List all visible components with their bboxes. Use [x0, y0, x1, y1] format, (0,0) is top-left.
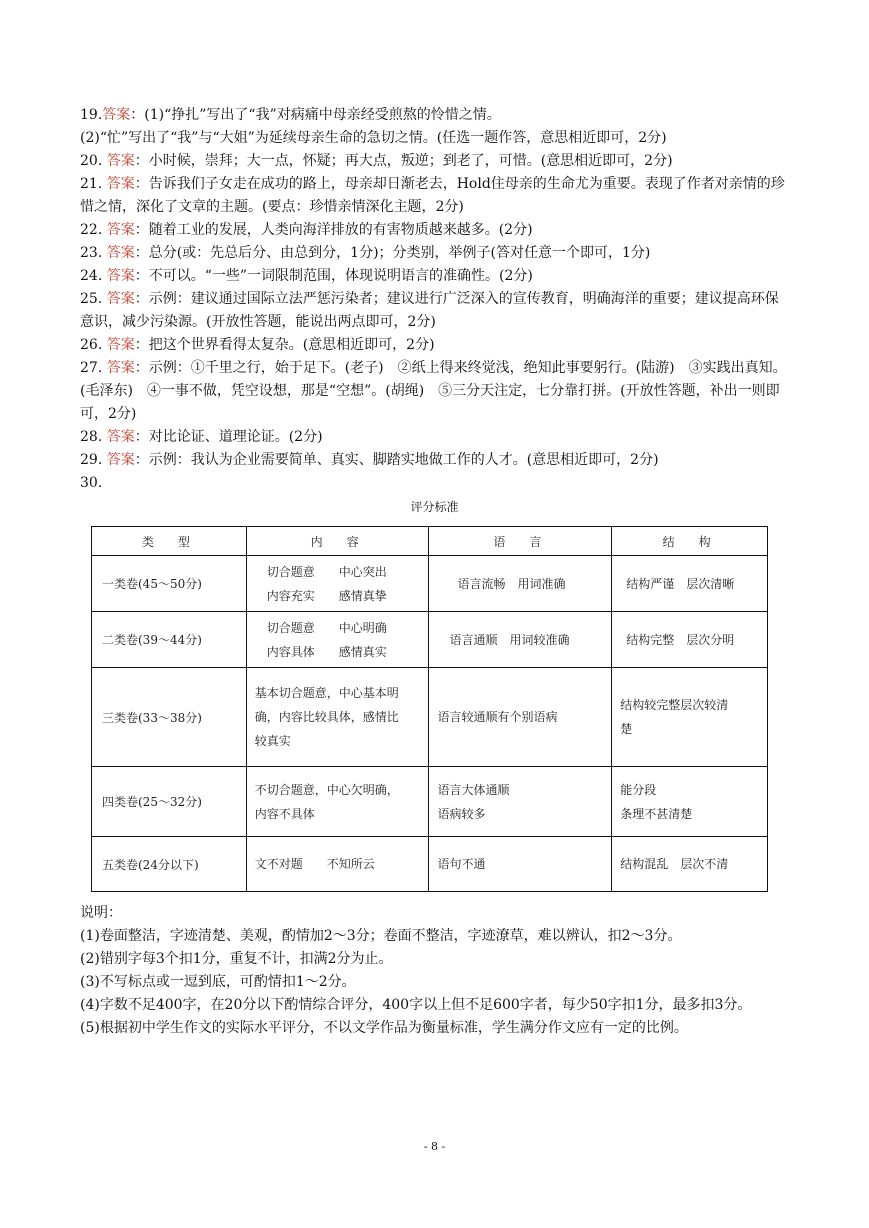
answer-24: 24. 答案：不可以。“一些”一词限制范围，体现说明语言的准确性。(2分) [80, 268, 533, 284]
table-row [92, 612, 768, 668]
row-structure: 结构完整 层次分明 [612, 612, 768, 668]
row-content: 切合题意 中心明确 内容具体 感情真实 [246, 612, 429, 668]
row-content: 基本切合题意，中心基本明 确，内容比较具体，感情比 较真实 [246, 668, 429, 767]
answer-25: 25. 答案：示例：建议通过国际立法严惩污染者；建议进行广泛深入的宣传教育，明确海洋的重要；建议提高环保意识，减少污染源。(开放性答题，能说出两点即可，2分) [80, 291, 779, 330]
answer-27: 27. 答案：示例：①千里之行，始于足下。(老子) ②纸上得来终觉浅，绝知此事要躬行。(陆游) ③实践出真知。(毛泽东) ④一事不做，凭空设想，那是“空想”。(胡绳) ⑤三分天注定，七分靠打拼。(开放性答题，补出一则即可，2分) [80, 360, 787, 422]
answer-23: 23. 答案：总分(或：先总后分、由总到分，1分)；分类别，举例子(答对任意一个即可，1分) [80, 245, 651, 261]
table-header-row [92, 527, 768, 556]
answer-30: 30. [80, 475, 103, 491]
table-row [92, 556, 768, 612]
note-item: (2)错别字每3个扣1分，重复不计，扣满2分为止。 [80, 951, 393, 967]
row-type: 二类卷(39～44分) [92, 612, 247, 668]
row-type: 五类卷(24分以下) [92, 837, 247, 892]
row-structure: 结构严谨 层次清晰 [612, 556, 768, 612]
row-content: 不切合题意，中心欠明确， 内容不具体 [246, 767, 429, 837]
answer-26: 26. 答案：把这个世界看得太复杂。(意思相近即可，2分) [80, 337, 435, 353]
header-type: 类 型 [92, 527, 247, 556]
row-structure: 结构较完整层次较清 楚 [612, 668, 768, 767]
row-structure: 能分段 条理不甚清楚 [612, 767, 768, 837]
answer-19: 19.答案：(1)“挣扎”写出了“我”对病痛中母亲经受煎熬的怜惜之情。 [80, 107, 501, 123]
answer-21: 21. 答案：告诉我们子女走在成功的路上，母亲却日渐老去，Hold住母亲的生命尤为重要。表现了作者对亲情的珍惜之情，深化了文章的主题。(要点：珍惜亲情深化主题，2分) [80, 176, 785, 215]
scoring-table [91, 526, 768, 892]
table-row [92, 837, 768, 892]
notes-section [80, 902, 792, 1040]
table-title: 评分标准 [410, 500, 459, 514]
answer-28: 28. 答案：对比论证、道理论证。(2分) [80, 429, 323, 445]
note-item: (3)不写标点或一逗到底，可酌情扣1～2分。 [80, 974, 356, 990]
answer-29: 29. 答案：示例：我认为企业需要简单、真实、脚踏实地做工作的人才。(意思相近即可，2分) [80, 452, 659, 468]
row-language: 语言较通顺有个别语病 [429, 668, 612, 767]
row-type: 四类卷(25～32分) [92, 767, 247, 837]
row-language: 语言大体通顺 语病较多 [429, 767, 612, 837]
row-content: 切合题意 中心突出 内容充实 感情真挚 [246, 556, 429, 612]
row-structure: 结构混乱 层次不清 [612, 837, 768, 892]
row-content: 文不对题 不知所云 [246, 837, 429, 892]
row-language: 语言通顺 用词较准确 [429, 612, 612, 668]
notes-title: 说明： [80, 905, 122, 921]
header-structure: 结 构 [612, 527, 768, 556]
page-number: - 8 - [423, 1140, 446, 1153]
table-row [92, 668, 768, 767]
row-language: 语言流畅 用词准确 [429, 556, 612, 612]
header-content: 内 容 [246, 527, 429, 556]
answer-20: 20. 答案：小时候，崇拜；大一点，怀疑；再大点，叛逆；到老了，可惜。(意思相近即可，2分) [80, 153, 673, 169]
answer-list [80, 104, 792, 495]
answer-22: 22. 答案：随着工业的发展，人类向海洋排放的有害物质越来越多。(2分) [80, 222, 533, 238]
note-item: (4)字数不足400字，在20分以下酌情综合评分，400字以上但不足600字者，每少50字扣1分，最多扣3分。 [80, 997, 752, 1013]
row-type: 三类卷(33～38分) [92, 668, 247, 767]
note-item: (1)卷面整洁，字迹清楚、美观，酌情加2～3分；卷面不整洁，字迹潦草，难以辨认，扣2～3分。 [80, 928, 682, 944]
row-type: 一类卷(45～50分) [92, 556, 247, 612]
header-language: 语 言 [429, 527, 612, 556]
row-language: 语句不通 [429, 837, 612, 892]
table-row [92, 767, 768, 837]
answer-19-part-2: (2)“忙”写出了“我”与“大姐”为延续母亲生命的急切之情。(任选一题作答，意思相近即可，2分) [80, 130, 667, 146]
note-item: (5)根据初中学生作文的实际水平评分，不以文学作品为衡量标准，学生满分作文应有一定的比例。 [80, 1020, 688, 1036]
